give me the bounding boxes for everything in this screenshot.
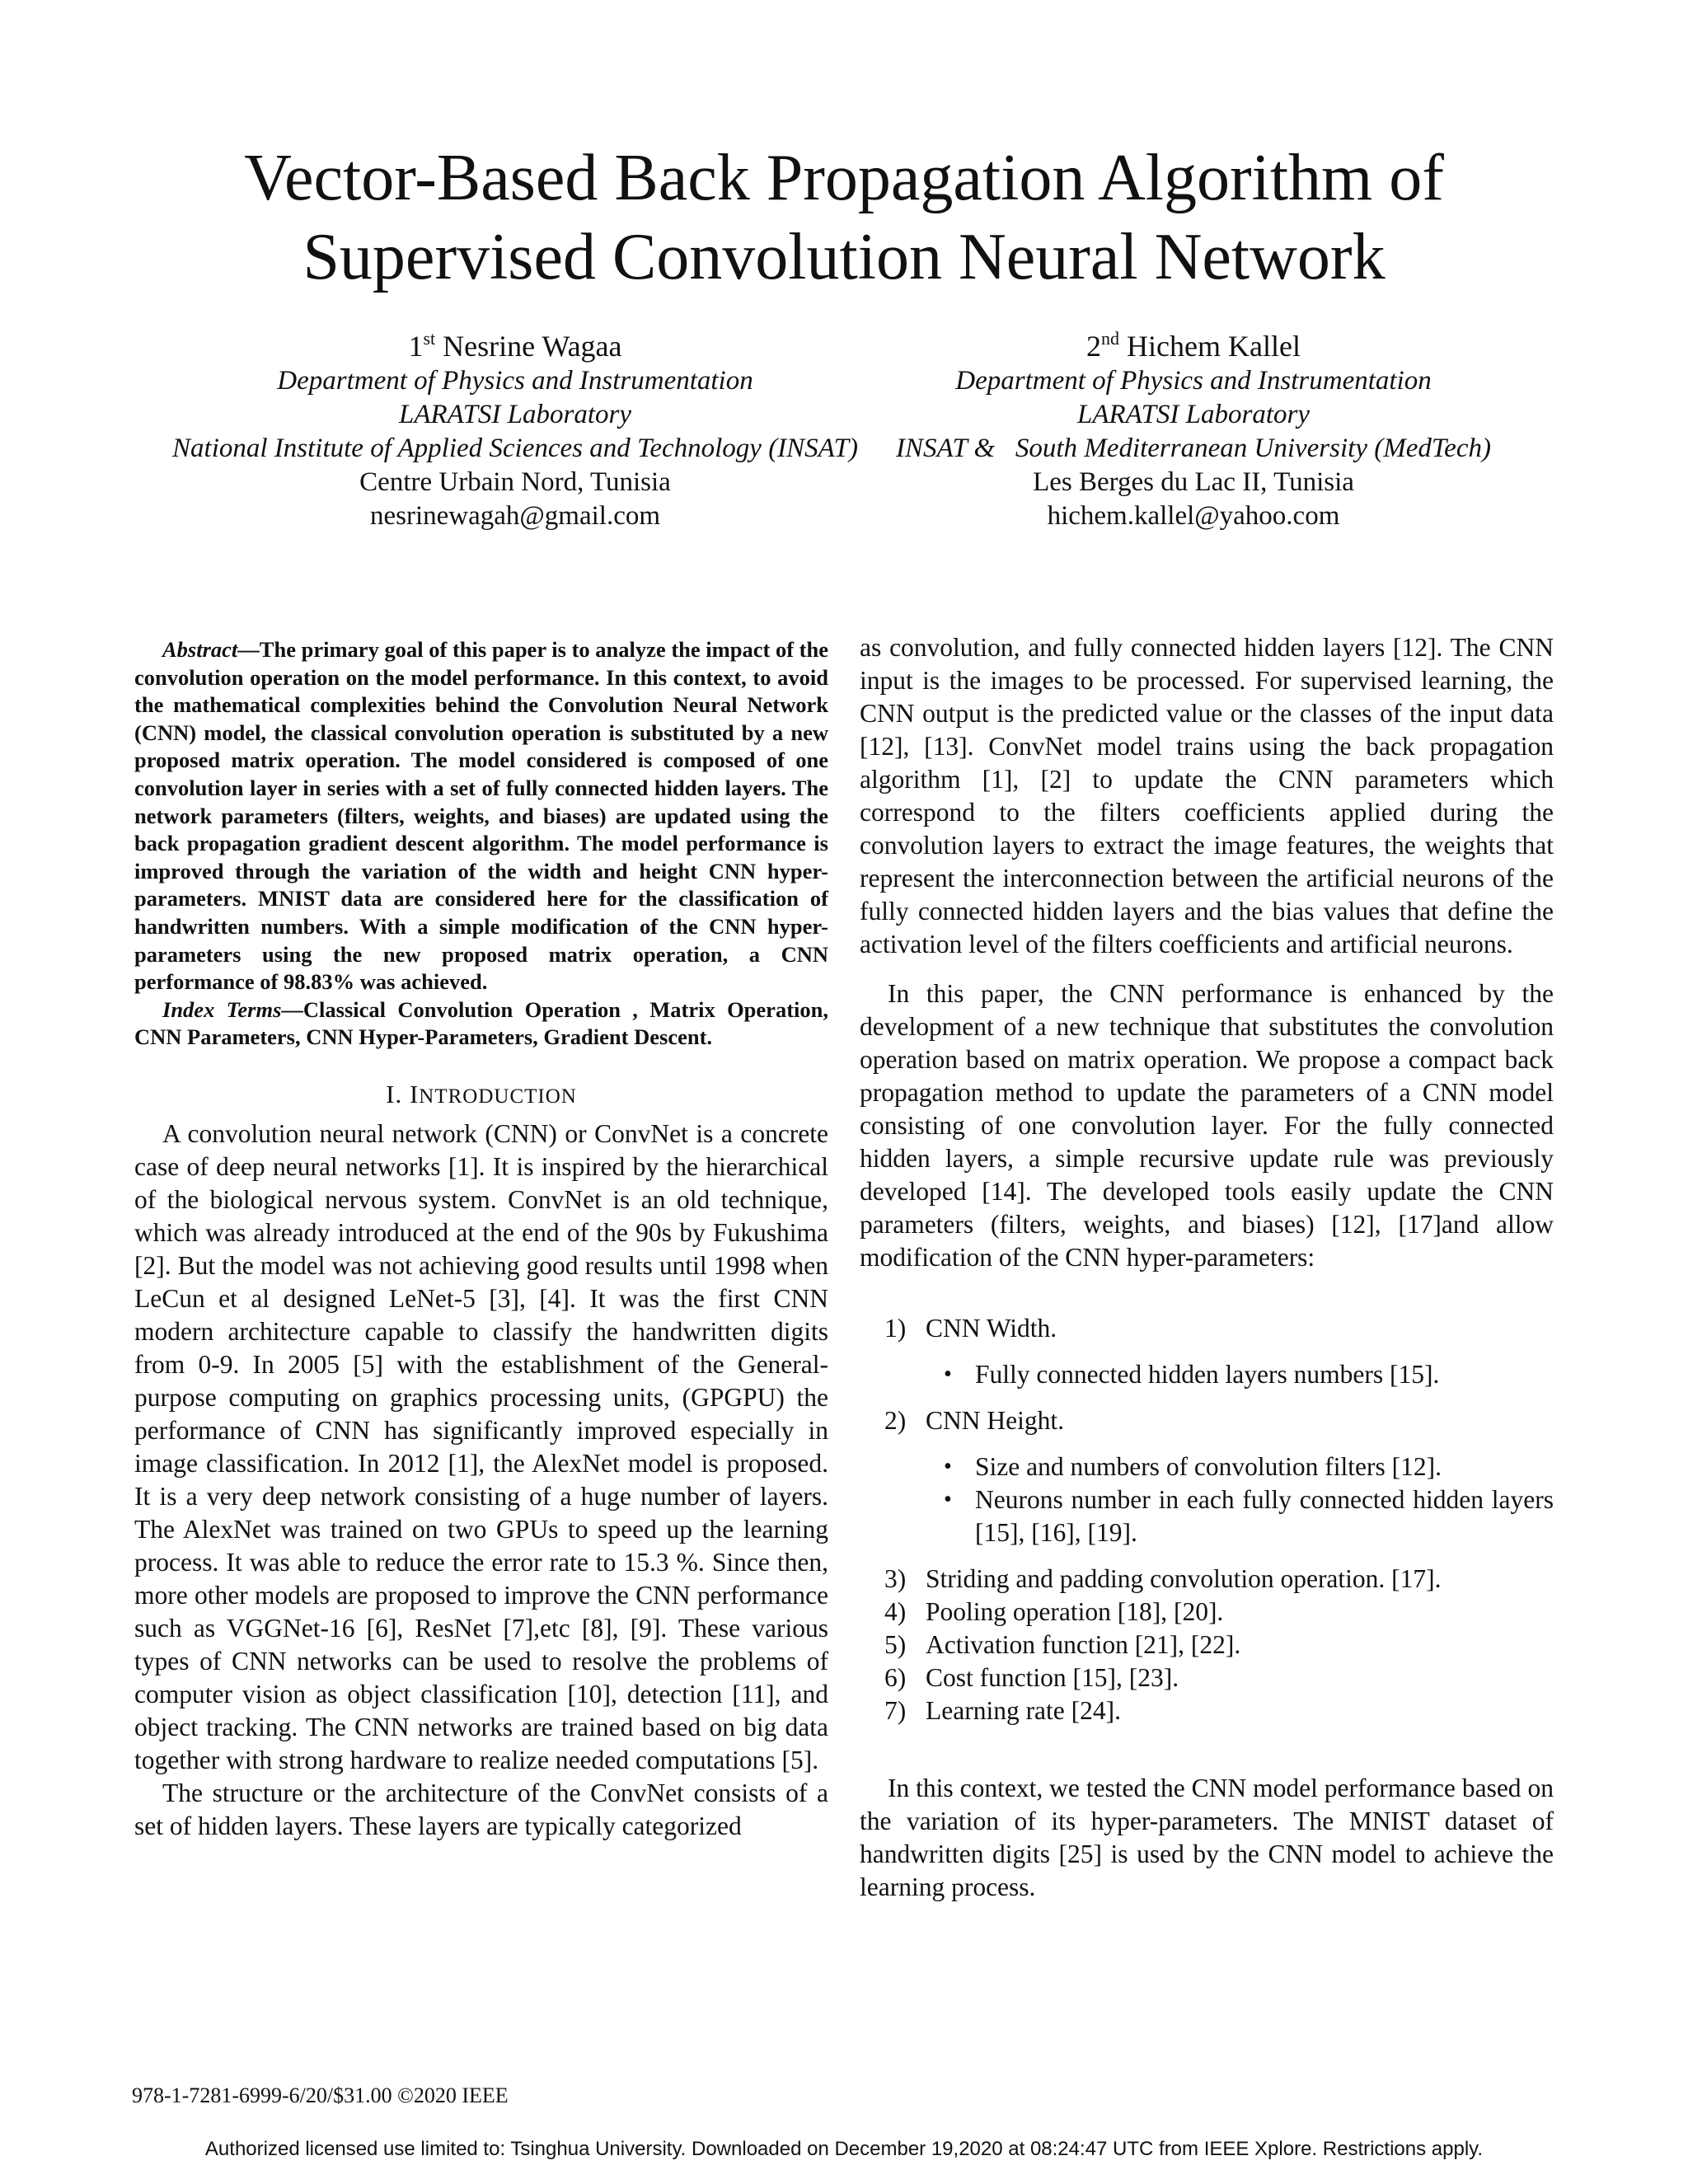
sub-list-item-text: Neurons number in each fully connected hidden layers [15], [16], [19]. <box>975 1485 1554 1547</box>
list-item-number: 6) <box>884 1663 907 1692</box>
list-item-number: 3) <box>884 1564 907 1593</box>
list-item-text: Activation function [21], [22]. <box>926 1630 1241 1659</box>
author-email: hichem.kallel@yahoo.com <box>1047 501 1340 531</box>
list-item-text: Striding and padding convolution operation. [17]. <box>926 1564 1442 1593</box>
intro-paragraph-1: A convolution neural network (CNN) or ConvNet is a concrete case of deep neural networks [1]. It is inspired by the hierarchical of the biological nervous system. ConvNet is an old technique, which was already introduced at the end of the 90s by Fukushima [2]. But the model was not achieving good results until 1998 when LeCun et al designed LeNet-5 [3], [4]. It was the first CNN modern architecture capable to classify the handwritten digits from 0-9. In 2005 [5] with the establishment of the General-purpose computing on graphics processing units, (GPGPU) the performance of CNN has significantly improved especially in image classification. In 2012 [1], the AlexNet model is proposed. It is a very deep network consisting of a huge number of layers. The AlexNet was trained on two GPUs to speed up the learning process. It was able to reduce the error rate to 15.3 %. Since then, more other models are proposed to improve the CNN performance such as VGGNet-16 [6], ResNet [7],etc [8], [9]. These various types of CNN networks can be used to resolve the problems of computer vision as object classification [10], detection [11], and object tracking. The CNN networks are trained based on big data together with strong hardware to realize needed computations [5]. <box>134 1118 828 1774</box>
author-location: Centre Urbain Nord, Tunisia <box>359 467 671 497</box>
author-name: Nesrine Wagaa <box>443 330 622 363</box>
index-terms-lead: Index Terms <box>162 996 282 1022</box>
sub-list <box>926 1451 1554 1549</box>
sub-list <box>926 1358 1554 1391</box>
hyperparameter-list <box>860 1312 1554 1727</box>
sub-list-item-text: Size and numbers of convolution filters [12]. <box>975 1452 1442 1481</box>
section-heading-introduction <box>134 1080 828 1109</box>
section-numeral: I. <box>386 1079 410 1108</box>
author-block-1 <box>161 328 870 533</box>
sub-list-item <box>926 1358 1554 1391</box>
author-lab: LARATSI Laboratory <box>1076 400 1311 429</box>
footer-isbn: 978-1-7281-6999-6/20/$31.00 ©2020 IEEE <box>132 2083 509 2107</box>
abstract-paragraph <box>134 636 828 996</box>
list-item <box>860 1661 1554 1694</box>
author-ordinal: 2 <box>1086 330 1102 363</box>
intro-paragraph-3: as convolution, and fully connected hidden layers [12]. The CNN input is the images to be processed. For supervised learning, the CNN output is the predicted value or the classes of the input data [12], [13]. ConvNet model trains using the back propagation algorithm [1], [2] to update the CNN parameters which correspond to the filters coefficients applied during the convolution layers to extract the image features, the weights that represent the interconnection between the artificial neurons of the fully connected hidden layers and the bias values that define the activation level of the filters coefficients and artificial neurons. <box>860 633 1554 958</box>
author-block-2 <box>839 328 1548 533</box>
list-item-text: Pooling operation [18], [20]. <box>926 1597 1224 1626</box>
author-institution: INSAT & South Mediterranean University (MedTech) <box>896 434 1491 463</box>
closing-paragraph: In this context, we tested the CNN model performance based on the variation of its hyper-parameters. The MNIST dataset of handwritten digits [25] is used by the CNN model to achieve the learning process. <box>860 1774 1554 1901</box>
list-gap <box>860 1274 1554 1312</box>
list-item-text: Learning rate [24]. <box>926 1696 1122 1725</box>
abstract <box>134 636 828 1052</box>
closing-gap <box>860 1727 1554 1772</box>
left-column <box>134 636 828 1843</box>
author-name-1 <box>161 328 870 364</box>
list-item <box>860 1312 1554 1391</box>
author-ordinal-suffix: st <box>423 328 436 349</box>
sub-list-item <box>926 1451 1554 1483</box>
title-line-1: Vector-Based Back Propagation Algorithm of <box>244 142 1444 214</box>
list-item <box>860 1694 1554 1727</box>
author-location: Les Berges du Lac II, Tunisia <box>1033 467 1354 497</box>
list-item-text: Cost function [15], [23]. <box>926 1663 1179 1692</box>
author-email: nesrinewagah@gmail.com <box>369 501 661 531</box>
section-initial: I <box>409 1079 420 1108</box>
index-terms-dash: — <box>281 996 303 1022</box>
sub-list-item <box>926 1483 1554 1549</box>
author-name: Hichem Kallel <box>1127 330 1301 363</box>
author-department: Department of Physics and Instrumentation <box>955 366 1432 396</box>
author-lab: LARATSI Laboratory <box>398 400 632 429</box>
footer-authorized-use: Authorized licensed use limited to: Tsinghua University. Downloaded on December 19,2020 at 08:24:47 UTC from IEEE Xplore. Restrictions apply. <box>204 2138 1484 2160</box>
list-item-number: 4) <box>884 1597 907 1626</box>
author-name-2 <box>839 328 1548 364</box>
list-item-number: 2) <box>884 1406 907 1435</box>
author-institution: National Institute of Applied Sciences and Technology (INSAT) <box>172 434 858 463</box>
list-item <box>860 1596 1554 1629</box>
list-item-number: 1) <box>884 1314 907 1343</box>
list-item-number: 7) <box>884 1696 907 1725</box>
bullet-icon: • <box>944 1361 952 1387</box>
intro-paragraph-2: The structure or the architecture of the ConvNet consists of a set of hidden layers. These layers are typically categorized <box>134 1778 828 1840</box>
title-line-2: Supervised Convolution Neural Network <box>302 221 1386 293</box>
list-item-text: CNN Width. <box>926 1314 1057 1343</box>
paper-title <box>0 138 1688 297</box>
author-ordinal-suffix: nd <box>1101 328 1120 349</box>
sub-list-item-text: Fully connected hidden layers numbers [15]. <box>975 1360 1440 1389</box>
section-rest: NTRODUCTION <box>419 1085 577 1108</box>
list-item <box>860 1629 1554 1661</box>
list-item-number: 5) <box>884 1630 907 1659</box>
abstract-text: The primary goal of this paper is to analyze the impact of the convolution operation on the model performance. In this context, to avoid the mathematical complexities behind the Convolution Neural Network (CNN) model, the classical convolution operation is substituted by a new proposed matrix operation. The model considered is composed of one convolution layer in series with a set of fully connected hidden layers. The network parameters (filters, weights, and biases) are updated using the back propagation gradient descent algorithm. The model performance is improved through the variation of the width and height CNN hyper-parameters. MNIST data are considered here for the classification of handwritten numbers. With a simple modification of the CNN hyper-parameters using the new proposed matrix operation, a CNN performance of 98.83% was achieved. <box>134 637 828 995</box>
index-terms <box>134 996 828 1052</box>
right-column <box>860 631 1554 1904</box>
paragraph-gap <box>860 961 1554 977</box>
index-terms-text: Classical Convolution Operation , Matrix Operation, CNN Parameters, CNN Hyper-Parameters, Gradient Descent. <box>134 996 828 1050</box>
bullet-icon: • <box>944 1487 952 1512</box>
intro-paragraph-4: In this paper, the CNN performance is enhanced by the development of a new technique that substitutes the convolution operation based on matrix operation. We propose a compact back propagation method to update the parameters of a CNN model consisting of one convolution layer. For the fully connected hidden layers, a simple recursive update rule was previously developed [14]. The developed tools easily update the CNN parameters (filters, weights, and biases) [12], [17]and allow modification of the CNN hyper-parameters: <box>860 979 1554 1272</box>
abstract-lead: Abstract <box>162 637 238 662</box>
list-item-text: CNN Height. <box>926 1406 1064 1435</box>
list-item <box>860 1563 1554 1596</box>
list-item <box>860 1404 1554 1549</box>
abstract-dash: — <box>237 637 260 662</box>
bullet-icon: • <box>944 1454 952 1479</box>
author-ordinal: 1 <box>408 330 424 363</box>
author-department: Department of Physics and Instrumentation <box>277 366 753 396</box>
